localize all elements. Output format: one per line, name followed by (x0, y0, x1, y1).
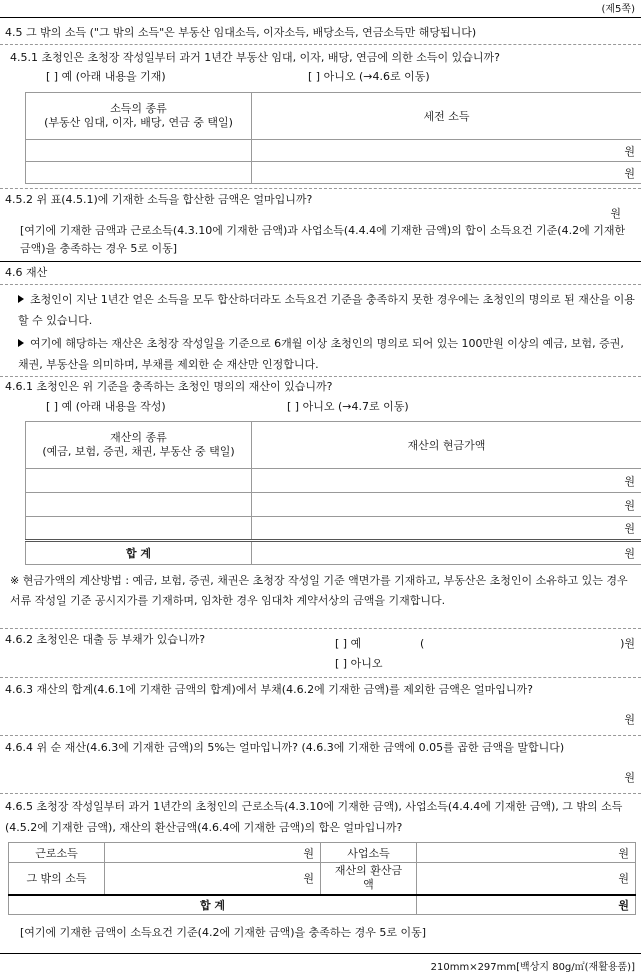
bullet-marker-icon (18, 339, 24, 347)
cash-value-cell[interactable]: 원 (252, 517, 641, 541)
bullet-1-text: 초청인이 지난 1년간 얻은 소득을 모두 합산하더라도 소득요건 기준을 충족하지 못한 경우에는 초청인의 명의로 된 재산을 이용할 수 있습니다. (18, 293, 635, 327)
other-income-label: 그 밖의 소득 (9, 863, 105, 895)
question-4-6-5: 4.6.5 초청장 작성일부터 과거 1년간의 초청인의 근로소득(4.3.10에 기재한 금액), 사업소득(4.4.4에 기재한 금액), 그 밖의 소득(4.5.2에 기재한 금액), 재산의 환산금액(4.6.4에 기재한 금액)의 합은 얼마입니까? (5, 800, 623, 834)
section-rule (0, 261, 641, 262)
note-final: [여기에 기재한 금액이 소득요건 기준(4.2에 기재한 금액)을 충족하는 경우 5로 이동] (20, 926, 427, 939)
question-4-6-4: 4.6.4 위 순 재산(4.6.3에 기재한 금액)의 5%는 얼마입니까? (4.6.3에 기재한 금액에 0.05를 곱한 금액을 말합니다) (5, 741, 565, 754)
option-no-4-6-1[interactable]: [ ] 아니오 (→4.7로 이동) (287, 400, 409, 413)
asset-type-cell[interactable] (26, 469, 252, 493)
divider (0, 284, 641, 285)
net-asset-won[interactable]: 원 (624, 713, 635, 726)
bullet-marker-icon (18, 295, 24, 303)
cash-value-method-note: ※ 현금가액의 계산방법 : 예금, 보험, 증권, 채권은 초청장 작성일 기준 액면가를 기재하고, 부동산은 초청인이 소유하고 있는 경우 서류 작성일 기준 공시지가를 기재하며, 임차한 경우 임대차 계약서상의 금액을 기재합니다. (10, 574, 628, 607)
pretax-income-cell[interactable]: 원 (252, 140, 641, 162)
asset-table (25, 421, 641, 565)
pretax-income-cell[interactable]: 원 (252, 162, 641, 184)
debt-amount-won[interactable]: )원 (620, 637, 635, 650)
question-4-6-2: 4.6.2 초청인은 대출 등 부채가 있습니까? (5, 633, 206, 646)
income-sum-table (8, 842, 636, 915)
bullet-2 (18, 333, 636, 375)
sum-total-cell[interactable]: 원 (417, 895, 636, 915)
asset-converted-label: 재산의 환산금 액 (321, 863, 417, 895)
page-number: (제5쪽) (601, 4, 635, 15)
asset-total-label: 합 계 (26, 541, 252, 565)
other-income-cell[interactable]: 원 (105, 863, 321, 895)
top-rule (0, 17, 641, 18)
sum-other-income-won[interactable]: 원 (610, 207, 621, 220)
asset-total-cell[interactable]: 원 (252, 541, 641, 565)
business-income-cell[interactable]: 원 (417, 843, 636, 863)
note-4-5-2: [여기에 기재한 금액과 근로소득(4.3.10에 기재한 금액)과 사업소득(4.4.4에 기재한 금액)의 합이 소득요건 기준(4.2에 기재한 금액)을 충족하는 경우 5로 이동] (20, 224, 626, 255)
question-4-5-2: 4.5.2 위 표(4.5.1)에 기재한 소득을 합산한 금액은 얼마입니까? (5, 193, 313, 206)
five-percent-won[interactable]: 원 (624, 771, 635, 784)
asset-type-cell[interactable] (26, 493, 252, 517)
section-4-6-title: 4.6 재산 (5, 266, 48, 279)
labor-income-label: 근로소득 (9, 843, 105, 863)
option-yes-4-5-1[interactable]: [ ] 예 (아래 내용을 기재) (46, 70, 166, 83)
asset-type-header: 재산의 종류 (예금, 보험, 증권, 채권, 부동산 중 택일) (26, 422, 252, 469)
section-4-5-title: 4.5 그 밖의 소득 ("그 밖의 소득"은 부동산 임대소득, 이자소득, 배당소득, 연금소득만 해당됩니다) (5, 26, 477, 39)
question-4-6-3: 4.6.3 재산의 합계(4.6.1에 기재한 금액의 합계)에서 부채(4.6.2에 기재한 금액)를 제외한 금액은 얼마입니까? (5, 683, 533, 696)
divider (0, 677, 641, 678)
option-no-4-6-2[interactable]: [ ] 아니오 (335, 657, 383, 670)
bullet-1 (18, 289, 636, 331)
labor-income-cell[interactable]: 원 (105, 843, 321, 863)
cash-value-cell[interactable]: 원 (252, 493, 641, 517)
option-no-4-5-1[interactable]: [ ] 아니오 (→4.6로 이동) (308, 70, 430, 83)
question-4-6-1: 4.6.1 초청인은 위 기준을 충족하는 초청인 명의의 재산이 있습니까? (5, 380, 333, 393)
cash-value-header: 재산의 현금가액 (252, 422, 641, 469)
pretax-income-header: 세전 소득 (252, 93, 641, 140)
asset-converted-cell[interactable]: 원 (417, 863, 636, 895)
question-4-5-1: 4.5.1 초청인은 초청장 작성일부터 과거 1년간 부동산 임대, 이자, 배당, 연금에 의한 소득이 있습니까? (10, 51, 500, 64)
debt-paren-open: ( (420, 637, 425, 650)
cash-value-cell[interactable]: 원 (252, 469, 641, 493)
divider (0, 44, 641, 45)
income-type-cell[interactable] (26, 162, 252, 184)
income-table (25, 92, 641, 184)
asset-type-cell[interactable] (26, 517, 252, 541)
divider (0, 793, 641, 794)
income-type-header: 소득의 종류 (부동산 임대, 이자, 배당, 연금 중 택일) (26, 93, 252, 140)
bottom-rule (0, 953, 641, 954)
divider (0, 735, 641, 736)
business-income-label: 사업소득 (321, 843, 417, 863)
sum-total-label: 합 계 (9, 895, 417, 915)
bullet-2-text: 여기에 해당하는 재산은 초청장 작성일을 기준으로 6개월 이상 초청인의 명의로 되어 있는 100만원 이상의 예금, 보험, 증권, 채권, 부동산을 의미하며, 부채를 제외한 순 재산만 인정합니다. (18, 337, 624, 371)
income-type-cell[interactable] (26, 140, 252, 162)
option-yes-4-6-2[interactable]: [ ] 예 (335, 637, 362, 650)
paper-spec-footer: 210mm×297mm[백상지 80g/㎡(재활용품)] (430, 962, 635, 973)
option-yes-4-6-1[interactable]: [ ] 예 (아래 내용을 작성) (46, 400, 166, 413)
